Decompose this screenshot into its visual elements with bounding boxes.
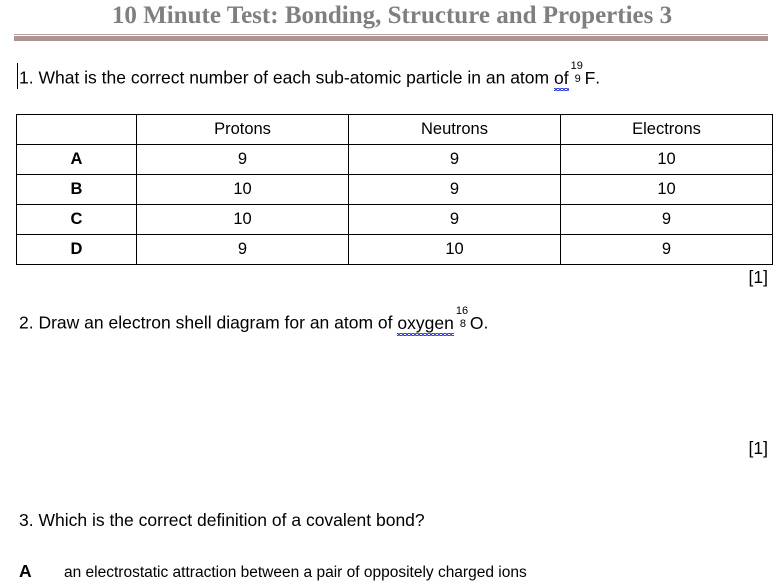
- table-cell-d-electrons: 9: [561, 235, 773, 265]
- text-cursor: [17, 63, 18, 89]
- table-header-blank: [17, 115, 137, 145]
- table-cell-a-neutrons: 9: [349, 145, 561, 175]
- table-cell-b-neutrons: 9: [349, 175, 561, 205]
- question-3-text: 3. Which is the correct definition of a covalent bond?: [19, 510, 425, 530]
- table-cell-c-electrons: 9: [561, 205, 773, 235]
- isotope-oxygen: [455, 305, 484, 333]
- table-cell-a-electrons: 10: [561, 145, 773, 175]
- table-row-label-a: A: [17, 145, 137, 175]
- table-cell-c-neutrons: 9: [349, 205, 561, 235]
- table-cell-b-electrons: 10: [561, 175, 773, 205]
- table-header-row: [17, 115, 773, 145]
- question-2-terminator: .: [483, 312, 489, 333]
- question-2-text: [19, 305, 489, 333]
- question-2-spellcheck-word: oxygen: [397, 312, 454, 333]
- title-divider-thick-line: [14, 36, 768, 41]
- option-a-letter: A: [19, 561, 32, 581]
- isotope-oxygen-mass-number: 16: [455, 305, 469, 317]
- isotope-oxygen-symbol: O: [469, 312, 484, 333]
- question-3-option-a[interactable]: [19, 561, 759, 582]
- table-cell-d-protons: 9: [137, 235, 349, 265]
- table-cell-d-neutrons: 10: [349, 235, 561, 265]
- option-a-text: an electrostatic attraction between a pair of oppositely charged ions: [64, 564, 527, 581]
- title-divider-thin-line: [14, 34, 768, 35]
- isotope-fluorine-atomic-number: 9: [574, 73, 581, 85]
- page-title: 10 Minute Test: Bonding, Structure and Properties 3: [111, 2, 673, 29]
- table-row[interactable]: [17, 145, 773, 175]
- isotope-oxygen-atomic-number: 8: [459, 318, 466, 330]
- question-1-text: [19, 60, 601, 88]
- table-cell-b-protons: 10: [137, 175, 349, 205]
- table-row[interactable]: [17, 175, 773, 205]
- isotope-fluorine-mass-number: 19: [570, 60, 583, 72]
- table-header-protons: Protons: [137, 115, 349, 145]
- question-1-stem: 1. What is the correct number of each sub-atomic particle in an atom: [19, 67, 554, 88]
- table-cell-c-protons: 10: [137, 205, 349, 235]
- particle-count-table: [16, 114, 773, 265]
- table-cell-a-protons: 9: [137, 145, 349, 175]
- isotope-oxygen-numbers: [455, 305, 470, 330]
- table-row-label-c: C: [17, 205, 137, 235]
- question-1-terminator: .: [595, 67, 601, 88]
- table-header-electrons: Electrons: [561, 115, 773, 145]
- table-header-neutrons: Neutrons: [349, 115, 561, 145]
- question-2-answer-space[interactable]: [19, 340, 759, 435]
- table-row[interactable]: [17, 205, 773, 235]
- question-1-mark: [1]: [748, 267, 768, 287]
- question-2-stem: 2. Draw an electron shell diagram for an atom of: [19, 312, 398, 333]
- isotope-fluorine: [570, 60, 596, 88]
- title-divider: [14, 34, 768, 41]
- isotope-fluorine-symbol: F: [584, 67, 596, 88]
- table-row-label-b: B: [17, 175, 137, 205]
- question-1-spellcheck-word: of: [553, 67, 569, 88]
- isotope-fluorine-numbers: [570, 60, 585, 85]
- question-2-mark: [1]: [748, 438, 768, 458]
- table-row-label-d: D: [17, 235, 137, 265]
- table-row[interactable]: [17, 235, 773, 265]
